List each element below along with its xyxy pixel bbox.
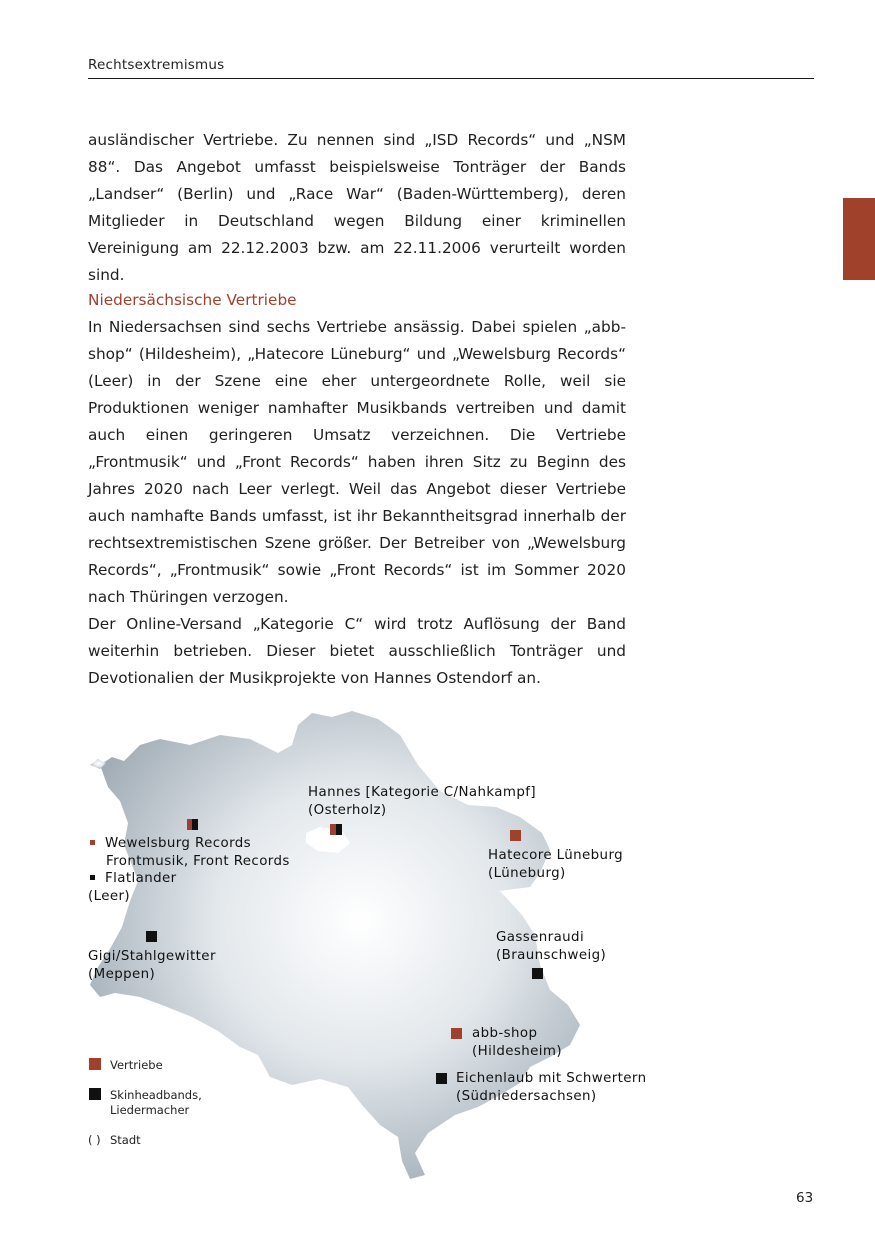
legend-skinheadbands-swatch	[89, 1088, 101, 1100]
osterholz-band-marker	[336, 824, 342, 835]
hildesheim-marker	[451, 1028, 462, 1039]
leer-band-marker	[192, 819, 198, 830]
header-rule	[88, 78, 814, 79]
meppen-label: Gigi/Stahlgewitter (Meppen)	[88, 949, 216, 982]
osterholz-label: Hannes [Kategorie C/Nahkampf] (Osterholz)	[308, 785, 536, 818]
braunschweig-marker	[532, 968, 543, 979]
vertrieb-dot-icon	[90, 840, 95, 845]
lueneburg-label: Hatecore Lüneburg (Lüneburg)	[488, 848, 624, 881]
paragraph-2: In Niedersachsen sind sechs Vertriebe ansässig. Dabei spielen „abb-shop“ (Hildesheim), „Hatecore Lüneburg“ und „Wewelsburg Records“ (Leer) in der Szene eine eher untergeordnete Rolle, weil sie Produktionen weniger namhafter Musikbands vertreiben und damit auch einen geringeren Umsatz verzeichnen. Die Vertriebe „Frontmusik“ und „Front Records“ haben ihren Sitz zu Beginn des Jahres 2020 nach Leer verlegt. Weil das Angebot dieser Vertriebe auch namhafte Bands umfasst, ist ihr Bekanntheitsgrad innerhalb der rechtsextremistischen Szene größer. Der Betreiber von „Wewelsburg Records“, „Frontmusik“ sowie „Front Records“ ist im Sommer 2020 nach Thüringen verzogen.	[88, 318, 626, 606]
legend-stadt-symbol: ( )	[88, 1133, 101, 1147]
hildesheim-label: abb-shop (Hildesheim)	[472, 1026, 562, 1059]
section-subheading: Niedersächsische Vertriebe	[88, 291, 297, 309]
meppen-marker	[146, 931, 157, 942]
legend-vertriebe-label: Vertriebe	[110, 1058, 163, 1072]
paragraph-1: ausländischer Vertriebe. Zu nennen sind „ISD Records“ und „NSM 88“. Das Angebot umfasst beispielsweise Tonträger der Bands „Landser“ (Berlin) und „Race War“ (Baden-Württemberg), deren Mitglieder in Deutschland wegen Bildung einer kriminellen Vereinigung am 22.12.2003 bzw. am 22.11.2006 verurteilt worden sind.	[88, 131, 626, 284]
legend-stadt-label: Stadt	[110, 1133, 141, 1147]
page-number: 63	[796, 1190, 814, 1206]
suedniedersachsen-label: Eichenlaub mit Schwertern (Südniedersachsen)	[456, 1071, 647, 1104]
suedniedersachsen-marker	[436, 1073, 447, 1084]
band-dot-icon	[90, 875, 95, 880]
paragraph-3: Der Online-Versand „Kategorie C“ wird trotz Auflösung der Band weiterhin betrieben. Dieser bietet ausschließlich Tonträger und Devotionalien der Musikprojekte von Hannes Ostendorf an.	[88, 615, 626, 687]
running-head: Rechtsextremismus	[88, 57, 225, 73]
braunschweig-label: Gassenraudi (Braunschweig)	[496, 930, 607, 963]
chapter-thumb-tab	[843, 198, 875, 280]
legend-vertriebe-swatch	[89, 1058, 101, 1070]
legend-skinheadbands-label: Skinheadbands, Liedermacher	[110, 1088, 202, 1117]
leer-label: Wewelsburg Records Frontmusik, Front Records Flatlander (Leer)	[88, 836, 290, 904]
lueneburg-marker	[510, 830, 521, 841]
